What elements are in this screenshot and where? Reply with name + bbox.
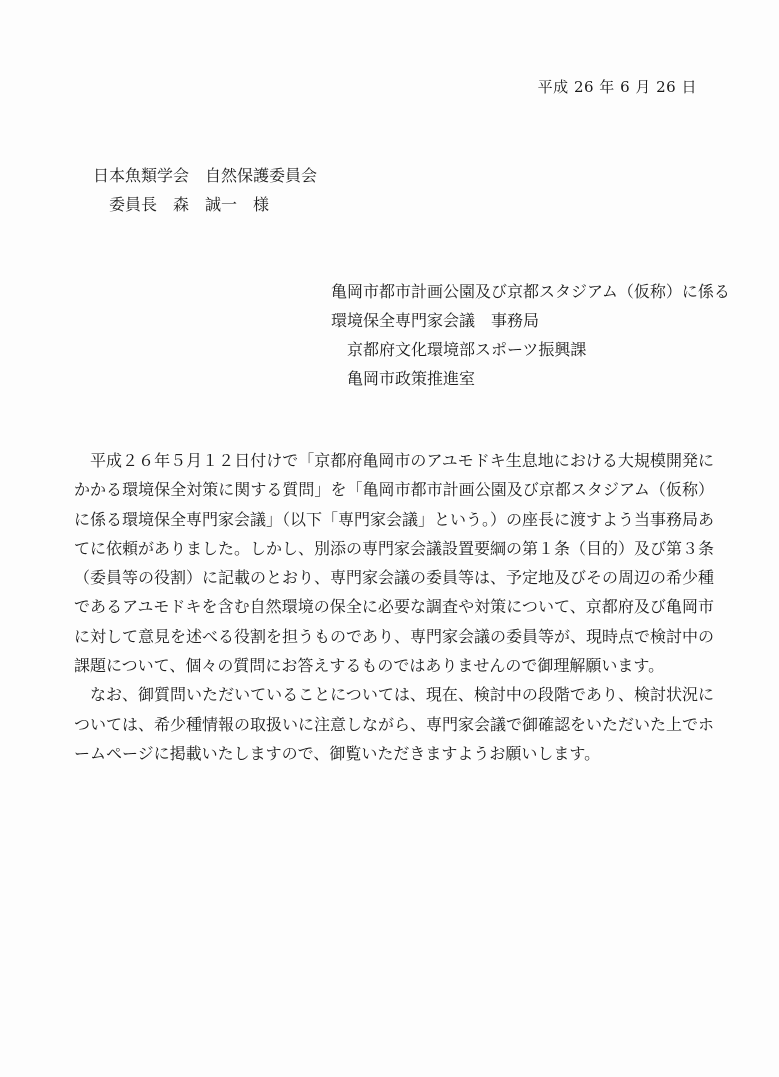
sender-dept-1: 京都府文化環境部スポーツ振興課 (347, 340, 587, 359)
letter-date: 平成 26 年 6 月 26 日 (537, 78, 697, 96)
addressee-organization: 日本魚類学会 自然保護委員会 (93, 166, 318, 185)
addressee-person: 委員長 森 誠一 様 (109, 195, 270, 214)
body-paragraph-1: 平成２６年５月１２日付けで「京都府亀岡市のアユモドキ生息地における大規模開発にかかる環境保全対策に関する質問」を「亀岡市都市計画公園及び京都スタジアム（仮称）に係る環境保全専門家会議」（以下「専門家会議」という。）の座長に渡すよう当事務局あてに依頼がありました。しかし、別添の専門家会議設置要綱の第１条（目的）及び第３条（委員等の役割）に記載のとおり、専門家会議の委員等は、予定地及びその周辺の希少種であるアユモドキを含む自然環境の保全に必要な調査や対策について、京都府及び亀岡市に対して意見を述べる役割を担うものであり、専門家会議の委員等が、現時点で検討中の課題について、個々の質問にお答えするものではありませんので御理解願います。 (74, 451, 715, 676)
sender-line-2: 環境保全専門家会議 事務局 (331, 311, 540, 330)
addressee-block (93, 161, 317, 219)
letter-body (74, 446, 714, 768)
sender-block (331, 277, 730, 393)
body-paragraph-2: なお、御質問いただいていることについては、現在、検討中の段階であり、検討状況については、希少種情報の取扱いに注意しながら、専門家会議で御確認をいただいた上でホームページに掲載いたしますので、御覧いただきますようお願いします。 (74, 685, 715, 763)
sender-line-1: 亀岡市都市計画公園及び京都スタジアム（仮称）に係る (331, 282, 730, 301)
sender-dept-2: 亀岡市政策推進室 (347, 369, 476, 388)
